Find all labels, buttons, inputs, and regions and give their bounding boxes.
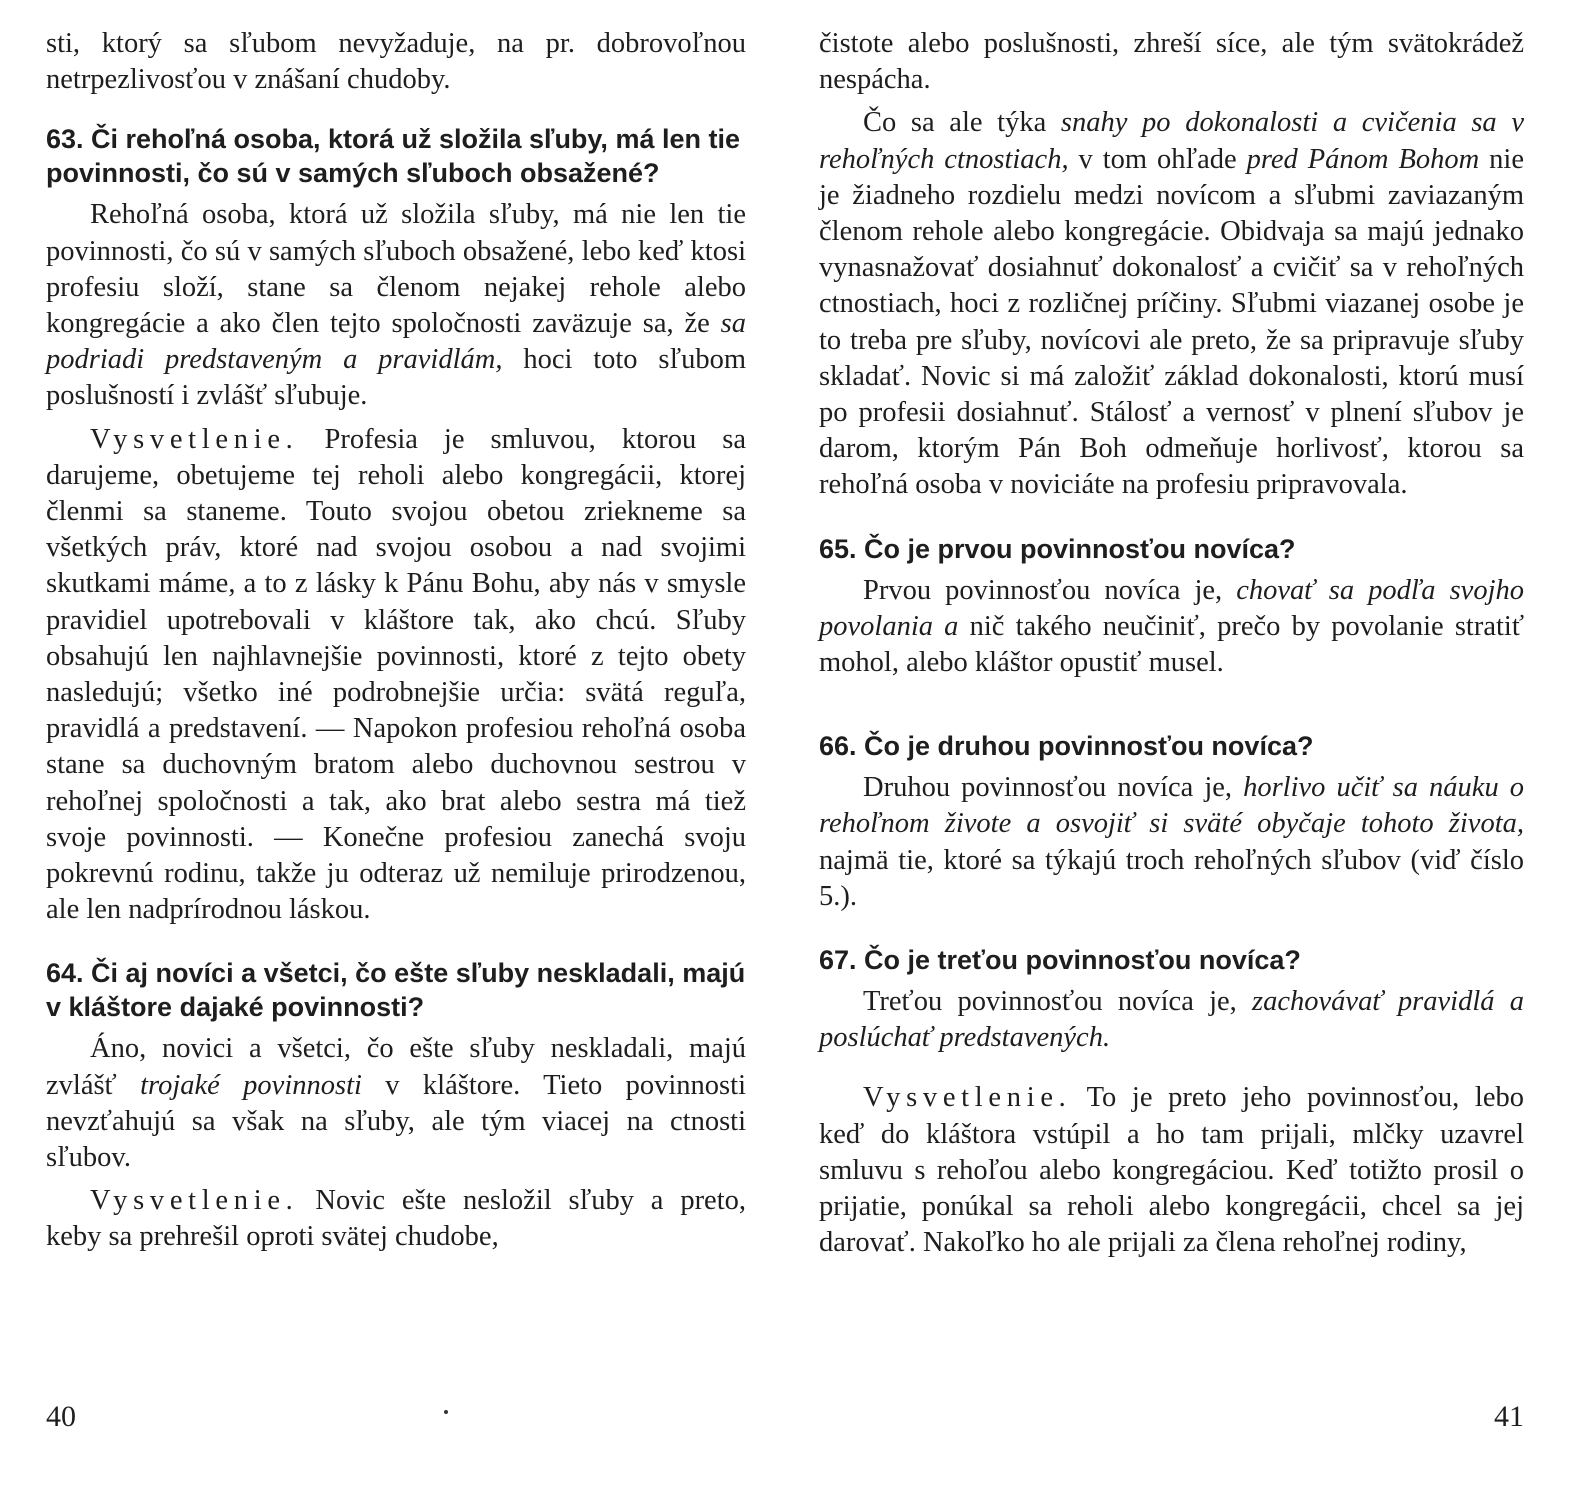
- question-66-heading: 66. Čo je druhou povinnosťou novíca?: [819, 731, 1314, 762]
- perfection-tail: nie je žiadneho rozdielu medzi novícom a sľubmi zaviazaným členom rehole alebo kongregácie. Obidvaja sa majú jednako vynasnažovať dosiahnuť dokonalosť a cvičiť sa v rehoľných ctnostiach, hoci z rozličnej príčiny. Sľubmi viazanej osobe je to treba pre sľuby, novícovi ale preto, že sa pripravuje sľuby skladať. Novic si má založiť základ dokonalosti, ktorú musí po profesii dosiahnuť. Stálosť a vernosť v plnení sľubov je darom, ktorým Pán Boh odmeňuje horlivosť, ktorou sa rehoľná osoba v noviciáte na profesiu pripravovala.: [819, 143, 1524, 501]
- paragraph-continuation: sti, ktorý sa sľubom nevyžaduje, na pr. dobrovoľnou netrpezlivosťou v znášaní chudoby.: [46, 28, 746, 96]
- question-63-heading: 63. Či rehoľná osoba, ktorá už složila sľuby, má len tie povinnosti, čo sú v samých sľuboch obsažené?: [46, 124, 740, 189]
- right-text-column: [819, 26, 1524, 1261]
- paragraph-continuation: čistote alebo poslušnosti, zhreší síce, ale tým svätokrádež nespácha.: [819, 28, 1524, 96]
- answer-64-paragraph: [46, 1031, 746, 1176]
- question-67-heading: 67. Čo je treťou povinnosťou novíca?: [819, 945, 1301, 976]
- explanation-lead: Vysvetlenie.: [90, 423, 299, 455]
- explanation-63-text: Profesia je smluvou, ktorou sa darujeme, obetujeme tej reholi alebo kongregácii, ktorej členmi sa staneme. Touto svojou obetou zriekneme sa všetkých práv, ktoré nad svojou osobou a nad svojimi skutkami máme, a to z lásky k Pánu Bohu, aby nás v smysle pravidiel upotrebovali v kláštore tak, ako chcú. Sľuby obsahujú len najhlavnejšie povinnosti, ktoré z tejto obety nasledujú; všetko iné podrobnejšie určia: svätá reguľa, pravidlá a predstavení. — Napokon profesiou rehoľná osoba stane sa duchovným bratom alebo duchovnou sestrou v rehoľnej spoločnosti a tak, ako brat alebo sestra má tiež svoje povinnosti. — Konečne profesiou zanechá svoju pokrevnú rodinu, takže ju odteraz už nemiluje prirodzenou, ale len nadprírodnou láskou.: [46, 423, 746, 926]
- answer-66-emphasis: horlivo učiť sa náuku o rehoľnom živote a osvojiť si sväté obyčaje tohoto života,: [819, 772, 1524, 840]
- page-number-left: 40: [46, 1400, 76, 1433]
- answer-66-paragraph: [819, 770, 1524, 915]
- perfection-emphasis-2: pred Pánom Bohom: [1246, 143, 1480, 175]
- answer-65-text: Prvou povinnosťou novíca je,: [863, 574, 1237, 606]
- answer-65-emphasis: chovať sa podľa svojho povolania a: [819, 574, 1524, 642]
- explanation-67-text: To je preto jeho povinnosťou, lebo keď do kláštora vstúpil a ho tam prijali, mlčky uzavrel smluvu s rehoľou alebo kongregáciou. Keď totižto prosil o prijatie, ponúkal sa reholi alebo kongregácii, chcel sa jej darovať. Nakoľko ho ale prijali za člena rehoľnej rodiny,: [819, 1082, 1524, 1259]
- question-65-heading: 65. Čo je prvou povinnosťou novíca?: [819, 533, 1296, 564]
- explanation-64-paragraph: [46, 1183, 746, 1255]
- answer-65-tail: nič takého neučiniť, prečo by povolanie stratiť mohol, alebo kláštor opustiť musel.: [819, 610, 1524, 679]
- answer-64-tail: v kláštore. Tieto povinnosti nevzťahujú sa však na sľuby, ale tým viacej na ctnosti sľubov.: [46, 1069, 746, 1174]
- explanation-67-paragraph: [819, 1080, 1524, 1261]
- answer-63-tail: hoci toto sľubom poslušností i zvlášť sľubuje.: [46, 344, 746, 412]
- explanation-lead: Vysvetlenie.: [90, 1185, 299, 1217]
- answer-63-emphasis: sa podriadi predstaveným a pravidlám,: [46, 308, 746, 376]
- perfection-mid: v tom ohľade: [1068, 143, 1247, 175]
- explanation-63-paragraph: [46, 422, 746, 929]
- explanation-lead: Vysvetlenie.: [863, 1082, 1072, 1114]
- page-number-right: 41: [1494, 1400, 1524, 1433]
- perfection-text: Čo sa ale týka: [863, 107, 1061, 139]
- print-speck: [444, 1410, 448, 1414]
- answer-67-paragraph: [819, 984, 1524, 1056]
- answer-63-text: Rehoľná osoba, ktorá už složila sľuby, má nie len tie povinnosti, čo sú v samých sľuboch obsažené, lebo keď ktosi profesiu složí, stane sa členom nejakej rehole alebo kongregácie a ako člen tejto spoločnosti zaväzuje sa, že: [46, 199, 746, 340]
- left-text-column: [46, 26, 746, 1256]
- right-page: [789, 0, 1578, 1500]
- answer-64-text: Áno, novici a všetci, čo ešte sľuby neskladali, majú zvlášť: [46, 1033, 746, 1101]
- answer-64-emphasis: trojaké povinnosti: [140, 1069, 362, 1101]
- explanation-64-text: Novic ešte nesložil sľuby a preto, keby sa prehrešil oproti svätej chudobe,: [46, 1185, 746, 1253]
- perfection-emphasis: snahy po dokonalosti a cvičenia sa v rehoľných ctnostiach,: [819, 107, 1524, 175]
- answer-63-paragraph: [46, 197, 746, 414]
- question-64-heading: 64. Či aj novíci a všetci, čo ešte sľuby neskladali, majú v kláštore dajaké povinnosti?: [46, 958, 746, 1023]
- answer-66-text: Druhou povinnosťou novíca je,: [863, 772, 1244, 804]
- answer-65-paragraph: [819, 573, 1524, 682]
- answer-67-text: Treťou povinnosťou novíca je,: [863, 986, 1253, 1018]
- answer-66-tail: najmä tie, ktoré sa týkajú troch rehoľných sľubov (viď číslo 5.).: [819, 844, 1524, 912]
- perfection-paragraph: [819, 105, 1524, 503]
- answer-67-emphasis: zachovávať pravidlá a poslúchať predstavených.: [819, 986, 1524, 1054]
